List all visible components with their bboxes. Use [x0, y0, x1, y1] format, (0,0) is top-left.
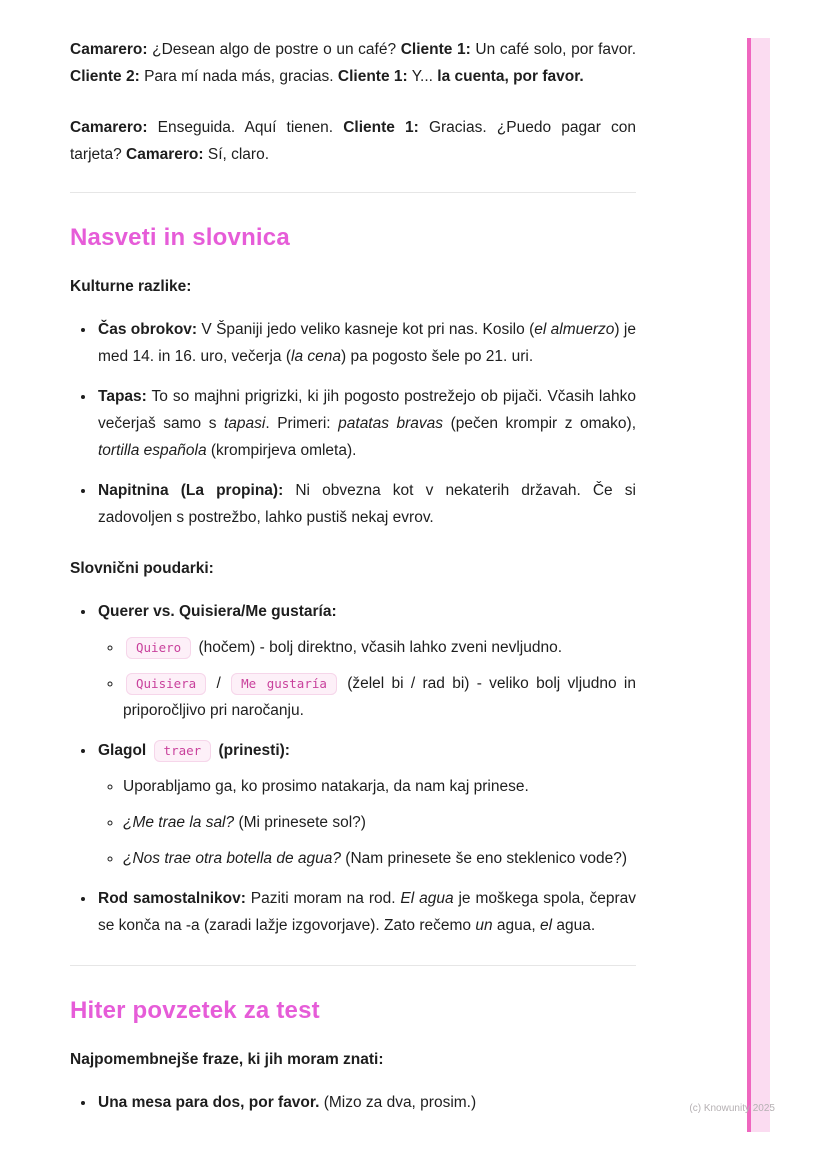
text-segment: tortilla española [98, 442, 207, 459]
text-segment: Paziti moram na rod. [245, 890, 401, 907]
text-segment: agua, [492, 917, 540, 934]
text-segment: Glagol [98, 742, 151, 759]
list-item [96, 477, 636, 531]
section-divider [70, 192, 636, 193]
text-segment: Cliente 1: [343, 119, 419, 136]
list-item [96, 383, 636, 464]
text-segment: ¿Me trae la sal? [123, 814, 235, 831]
text-segment: . Primeri: [265, 415, 339, 432]
nested-list-item [123, 773, 636, 800]
text-segment: Cliente 1: [400, 41, 471, 58]
scrollbar-thumb[interactable] [747, 38, 751, 1132]
scrollbar-track[interactable] [751, 38, 770, 1132]
text-segment: (krompirjeva omleta). [206, 442, 357, 459]
text-segment: ) je med 14. in 16. uro, večerja ( [98, 321, 636, 365]
text-segment: (prinesti): [214, 742, 290, 759]
text-segment: Cliente 1: [337, 68, 408, 85]
text-segment: Cliente 2: [70, 68, 140, 85]
document-content [70, 36, 636, 1142]
text-segment: Čas obrokov: [98, 321, 198, 338]
list-item-text [98, 603, 337, 620]
summary-list [70, 1089, 636, 1116]
section-divider [70, 965, 636, 966]
text-segment: agua. [552, 917, 596, 934]
text-segment: un [475, 917, 493, 934]
text-segment: Querer vs. Quisiera/Me gustaría: [98, 603, 337, 620]
text-segment: (želel bi / rad bi) - veliko bolj vljudno in priporočljivo pri naročanju. [123, 675, 636, 719]
subheading-kulturne-razlike: Kulturne razlike: [70, 278, 192, 295]
nested-list-item [123, 670, 636, 724]
text-segment: patatas bravas [338, 415, 444, 432]
nested-list [98, 773, 636, 872]
text-segment: Camarero: [70, 119, 148, 136]
text-segment: V Španiji jedo veliko kasneje kot pri nas. Kosilo ( [197, 321, 535, 338]
nested-list [98, 634, 636, 724]
list-item [96, 737, 636, 872]
subheading-najpomembnejse-fraze: Najpomembnejše fraze, ki jih moram znati: [70, 1051, 384, 1068]
dialogue-paragraph [70, 36, 636, 90]
text-segment: el [540, 917, 553, 934]
section-title-hiter-povzetek: Hiter povzetek za test [70, 997, 320, 1024]
section-title-nasveti-in-slovnica: Nasveti in slovnica [70, 224, 290, 251]
text-segment: Camarero: [70, 41, 148, 58]
inline-code: traer [154, 740, 212, 762]
list-item-text [98, 890, 636, 934]
text-segment: (Mizo za dva, prosim.) [319, 1094, 477, 1111]
inline-code: Me gustaría [231, 673, 337, 695]
text-segment: ) pa pogosto šele po 21. uri. [340, 348, 534, 365]
list-item-text [98, 742, 290, 759]
list-item [96, 885, 636, 939]
text-segment: Rod samostalnikov: [98, 890, 246, 907]
text-segment: Napitnina (La propina): [98, 482, 284, 499]
text-segment: tapasi [223, 415, 266, 432]
nested-list-item [123, 845, 636, 872]
watermark: (c) Knowunity 2025 [689, 1103, 775, 1114]
text-segment: Una mesa para dos, por favor. [98, 1094, 320, 1111]
text-segment: Un café solo, por favor. [470, 41, 637, 58]
inline-code: Quisiera [126, 673, 206, 695]
nested-list-item [123, 809, 636, 836]
culture-list [70, 316, 636, 531]
text-segment: la cuenta, por favor. [437, 68, 584, 85]
text-segment: (pečen krompir z omako), [443, 415, 636, 432]
text-segment: Sí, claro. [203, 146, 270, 163]
text-segment: la cena [291, 348, 341, 365]
text-segment: ¿Desean algo de postre o un café? [147, 41, 401, 58]
text-segment: El agua [400, 890, 454, 907]
dialogue-paragraph [70, 114, 636, 168]
list-item [96, 1089, 636, 1116]
nested-list-item [123, 634, 636, 661]
text-segment: To so majhni prigrizki, ki jih pogosto postrežejo ob pijači. Včasih lahko večerjaš samo s [98, 388, 636, 432]
text-segment: el almuerzo [534, 321, 615, 338]
text-segment: Uporabljamo ga, ko prosimo natakarja, da nam kaj prinese. [123, 778, 529, 795]
text-segment: Camarero: [126, 146, 204, 163]
text-segment: Gracias. ¿Puedo pagar con tarjeta? [70, 119, 637, 163]
grammar-list [70, 598, 636, 939]
text-segment: Tapas: [98, 388, 147, 405]
inline-code: Quiero [126, 637, 191, 659]
text-segment: (Nam prinesete še eno steklenico vode?) [341, 850, 628, 867]
text-segment: je moškega spola, čeprav se konča na -a (zaradi lažje izgovorjave). Zato rečemo [98, 890, 637, 934]
subheading-slovnicni-poudarki: Slovnični poudarki: [70, 560, 214, 577]
text-segment: Enseguida. Aquí tienen. [147, 119, 344, 136]
text-segment: Para mí nada más, gracias. [139, 68, 338, 85]
text-segment: (Mi prinesete sol?) [234, 814, 366, 831]
list-item [96, 598, 636, 724]
text-segment: / [209, 675, 229, 692]
list-item [96, 316, 636, 370]
text-segment: Ni obvezna kot v nekaterih državah. Če si zadovoljen s postrežbo, lahko pustiš nekaj evrov. [98, 482, 636, 526]
text-segment: Y... [407, 68, 438, 85]
text-segment: ¿Nos trae otra botella de agua? [123, 850, 341, 867]
text-segment: (hočem) - bolj direktno, včasih lahko zveni nevljudno. [194, 639, 563, 656]
